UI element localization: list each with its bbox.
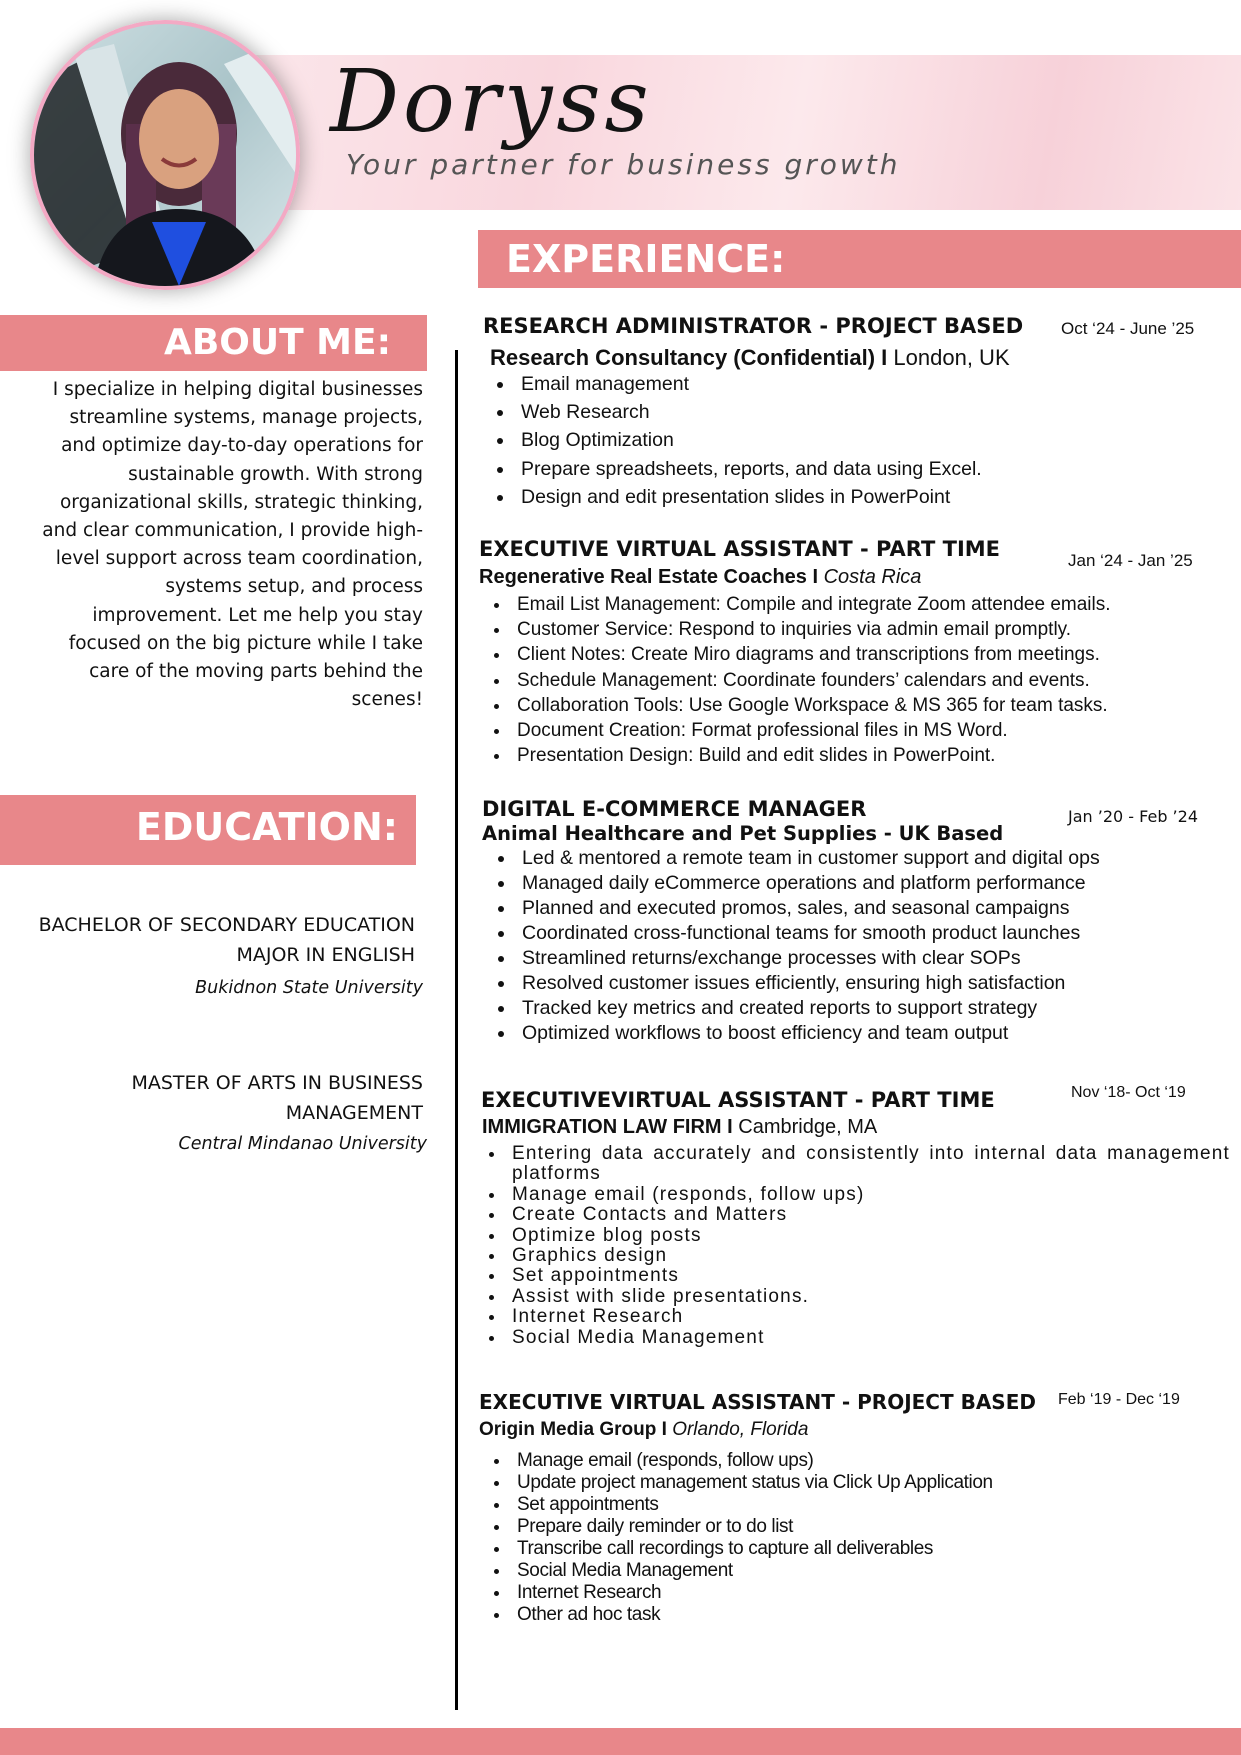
list-item: • Schedule Management: Coordinate founders’ calendars and events. (511, 668, 1241, 693)
job-dates: Feb ‘19 - Dec ‘19 (1058, 1391, 1180, 1408)
list-item: • Design and edit presentation slides in PowerPoint (515, 483, 1235, 511)
list-item: • Optimized workflows to boost efficiency and team output (516, 1021, 1241, 1046)
footer-bar (0, 1728, 1241, 1755)
list-item: • Set appointments (511, 1494, 1241, 1516)
job-title: EXECUTIVEVIRTUAL ASSISTANT - PART TIME (481, 1088, 995, 1112)
job-bullets (489, 1450, 1241, 1626)
job-bullets (484, 1144, 1230, 1348)
education-school: Central Mindanao University (178, 1134, 427, 1154)
company-name: Regenerative Real Estate Coaches I (479, 566, 819, 588)
job-company (482, 1116, 877, 1139)
education-heading: EDUCATION: (0, 795, 416, 865)
list-item: • Document Creation: Format professional files in MS Word. (511, 718, 1241, 743)
job-company: Animal Healthcare and Pet Supplies - UK Based (482, 822, 1004, 845)
column-divider (455, 350, 458, 1710)
list-item: • Entering data accurately and consistently into internal data management platforms (506, 1144, 1230, 1185)
list-item: • Email List Management: Compile and integrate Zoom attendee emails. (511, 592, 1241, 617)
list-item: • Transcribe call recordings to capture all deliverables (511, 1538, 1241, 1560)
list-item: • Resolved customer issues efficiently, ensuring high satisfaction (516, 971, 1241, 996)
list-item: • Prepare daily reminder or to do list (511, 1516, 1241, 1538)
about-heading: ABOUT ME: (0, 315, 427, 371)
job-bullets (489, 592, 1241, 768)
company-location: London, UK (893, 345, 1010, 370)
list-item: • Managed daily eCommerce operations and platform performance (516, 871, 1241, 896)
list-item: • Social Media Management (511, 1560, 1241, 1582)
list-item: • Coordinated cross-functional teams for smooth product launches (516, 921, 1241, 946)
about-text: I specialize in helping digital businesses streamline systems, manage projects, and optimize day-to-day operations for sustainable growth. With strong organizational skills, strategic thinking, and clear communication, I provide high-level support across team coordination, systems setup, and process improvement. Let me help you stay focused on the big picture while I take care of the moving parts behind the scenes! (42, 379, 423, 711)
tagline: Your partner for business growth (346, 148, 901, 181)
job-dates: Jan ‘24 - Jan ’25 (1068, 551, 1193, 570)
company-location: Cambridge, MA (738, 1116, 878, 1138)
list-item: • Graphics design (506, 1246, 1230, 1266)
education-degree-line: MANAGEMENT (285, 1102, 423, 1124)
list-item: • Presentation Design: Build and edit slides in PowerPoint. (511, 743, 1241, 768)
list-item: • Other ad hoc task (511, 1604, 1241, 1626)
list-item: • Client Notes: Create Miro diagrams and transcriptions from meetings. (511, 642, 1241, 667)
list-item: • Manage email (responds, follow ups) (511, 1450, 1241, 1472)
job-title: EXECUTIVE VIRTUAL ASSISTANT - PROJECT BASED (479, 1390, 1036, 1414)
list-item: • Web Research (515, 398, 1235, 426)
list-item: • Blog Optimization (515, 426, 1235, 454)
experience-heading: EXPERIENCE: (478, 230, 1241, 288)
job-dates: Oct ‘24 - June ’25 (1061, 319, 1195, 338)
job-company (490, 345, 1010, 371)
company-location: Costa Rica (823, 566, 922, 588)
company-name: Origin Media Group I (479, 1419, 667, 1440)
education-degree-line: BACHELOR OF SECONDARY EDUCATION (38, 914, 415, 936)
list-item: • Assist with slide presentations. (506, 1287, 1230, 1307)
list-item: • Customer Service: Respond to inquiries via admin email promptly. (511, 617, 1241, 642)
education-degree-line: MASTER OF ARTS IN BUSINESS (131, 1072, 423, 1094)
list-item: • Prepare spreadsheets, reports, and data using Excel. (515, 455, 1235, 483)
list-item: • Internet Research (506, 1307, 1230, 1327)
list-item: • Optimize blog posts (506, 1226, 1230, 1246)
list-item: • Manage email (responds, follow ups) (506, 1185, 1230, 1205)
list-item: • Set appointments (506, 1266, 1230, 1286)
list-item: • Led & mentored a remote team in customer support and digital ops (516, 846, 1241, 871)
job-title: DIGITAL E-COMMERCE MANAGER (482, 797, 867, 821)
job-title: RESEARCH ADMINISTRATOR - PROJECT BASED (483, 314, 1024, 338)
company-name: IMMIGRATION LAW FIRM I (482, 1116, 733, 1138)
education-degree (39, 910, 415, 970)
list-item: • Tracked key metrics and created reports to support strategy (516, 996, 1241, 1021)
list-item: • Update project management status via Click Up Application (511, 1472, 1241, 1494)
list-item: • Email management (515, 370, 1235, 398)
profile-photo-illustration (34, 24, 296, 286)
list-item: • Planned and executed promos, sales, and seasonal campaigns (516, 896, 1241, 921)
profile-photo (30, 20, 300, 290)
list-item: • Streamlined returns/exchange processes with clear SOPs (516, 946, 1241, 971)
job-bullets (494, 846, 1241, 1046)
job-dates: Jan ’20 - Feb ’24 (1068, 807, 1198, 826)
education-degree-line: MAJOR IN ENGLISH (236, 944, 415, 966)
job-bullets (493, 370, 1235, 511)
job-company (479, 1419, 808, 1441)
list-item: • Create Contacts and Matters (506, 1205, 1230, 1225)
job-title: EXECUTIVE VIRTUAL ASSISTANT - PART TIME (479, 537, 1001, 561)
list-item: • Collaboration Tools: Use Google Workspace & MS 365 for team tasks. (511, 693, 1241, 718)
list-item: • Internet Research (511, 1582, 1241, 1604)
job-dates: Nov ‘18- Oct ‘19 (1071, 1084, 1186, 1101)
list-item: • Social Media Management (506, 1328, 1230, 1348)
education-school: Bukidnon State University (195, 978, 423, 998)
company-location: Orlando, Florida (672, 1419, 809, 1440)
education-degree (131, 1068, 423, 1128)
name-signature: Doryss (330, 52, 653, 152)
company-name: Research Consultancy (Confidential) I (490, 345, 888, 370)
job-company (479, 566, 921, 589)
